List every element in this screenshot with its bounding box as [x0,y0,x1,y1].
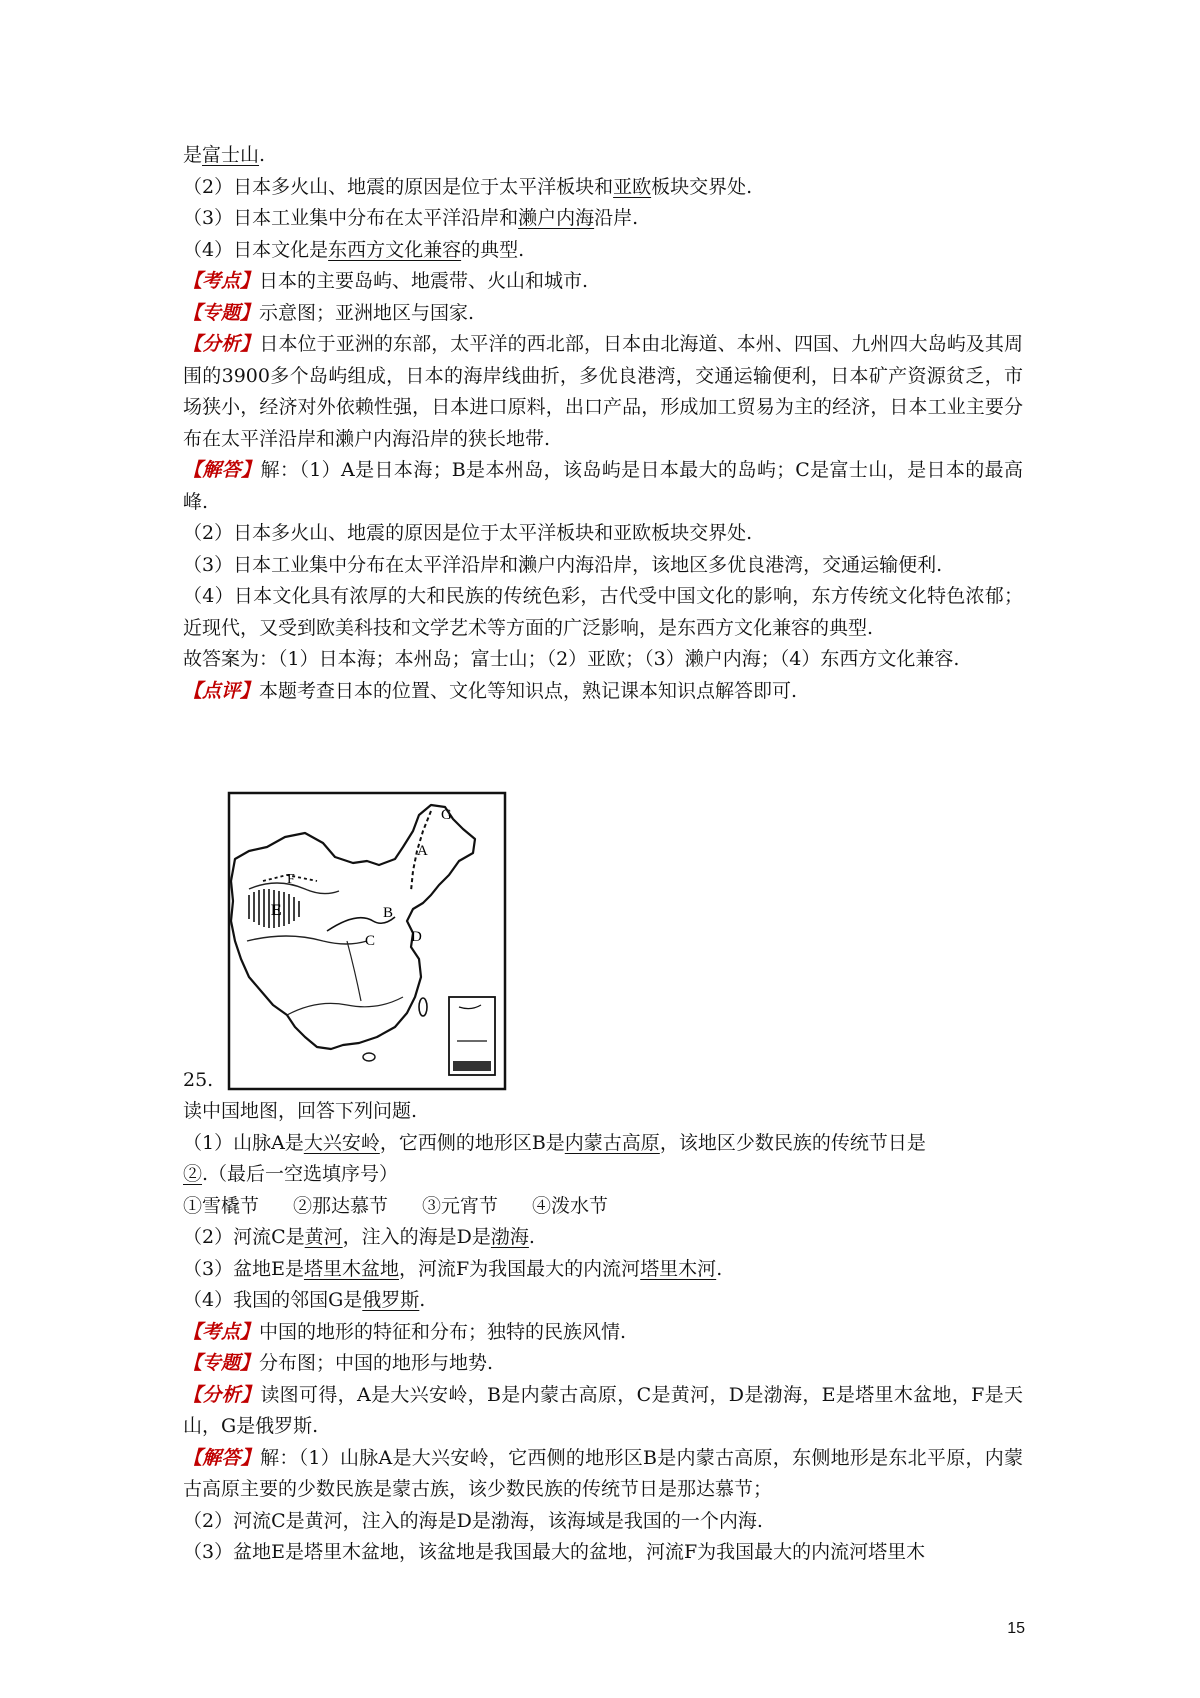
text-line: （4）日本文化是东西方文化兼容的典型. [183,238,525,261]
text-line: （3）盆地E是塔里木盆地，该盆地是我国最大的盆地，河流F为我国最大的内流河塔里木 [183,1541,926,1563]
answer-blank: 渤海 [490,1226,529,1248]
section-tag: 【分析】 [183,1383,261,1406]
jieda-section: 【解答】解：（1）A是日本海；B是本州岛，该岛屿是日本最大的岛屿；C是富士山，是日本的最高峰. [183,459,1023,513]
answer-blank: 塔里木盆地 [303,1257,399,1280]
map-label-e: E [271,902,282,919]
option-item: ④泼水节 [532,1194,609,1217]
section-tag: 【考点】 [183,1320,260,1343]
map-label-c: C [365,933,376,949]
text-line: （1）山脉A是大兴安岭，它西侧的地形区B是内蒙古高原，该地区少数民族的传统节日是 [183,1131,926,1154]
china-map-figure [227,791,507,1091]
fenxi-section: 【分析】读图可得，A是大兴安岭，B是内蒙古高原，C是黄河，D是渤海，E是塔里木盆地，F是天山，G是俄罗斯. [183,1383,1023,1437]
answer-blank: 濑户内海 [518,207,595,229]
kaodian-section: 【考点】中国的地形的特征和分布；独特的民族风情. [183,1320,627,1343]
page-content [183,140,1023,1569]
zhuanti-section: 【专题】示意图；亚洲地区与国家. [183,301,475,324]
option-item: ③元宵节 [422,1194,499,1217]
text-line: （2）日本多火山、地震的原因是位于太平洋板块和亚欧板块交界处. [183,522,753,544]
question-number: 25. [183,1068,214,1091]
answer-summary: 故答案为：（1）日本海；本州岛；富士山；（2）亚欧；（3）濑户内海；（4）东西方文化兼容. [183,648,960,670]
map-label-a: A [417,843,428,859]
text-line: ②.（最后一空选填序号） [183,1163,399,1185]
text-line: （3）盆地E是塔里木盆地，河流F为我国最大的内流河塔里木河. [183,1257,723,1280]
question-prompt: 读中国地图，回答下列问题. [183,1100,418,1122]
answer-blank: 黄河 [304,1226,343,1248]
text-line: （2）河流C是黄河，注入的海是D是渤海. [183,1226,535,1248]
text-line: 是富士山. [183,144,266,166]
section-tag: 【解答】 [183,1446,261,1469]
section-tag: 【专题】 [183,301,260,324]
answer-blank: 俄罗斯 [362,1289,420,1311]
text-line: （2）日本多火山、地震的原因是位于太平洋板块和亚欧板块交界处. [183,175,753,198]
map-label-f: F [287,872,295,887]
text-line: （4）我国的邻国G是俄罗斯. [183,1289,426,1311]
jieda-section: 【解答】解：（1）山脉A是大兴安岭，它西侧的地形区B是内蒙古高原，东侧地形是东北平原，内蒙古高原主要的少数民族是蒙古族，该少数民族的传统节日是那达慕节； [183,1446,1023,1500]
text-paragraph: （4）日本文化具有浓厚的大和民族的传统色彩，古代受中国文化的影响，东方传统文化特色浓郁；近现代，又受到欧美科技和文学艺术等方面的广泛影响，是东西方文化兼容的典型. [183,585,1023,639]
option-item: ②那达慕节 [293,1194,389,1217]
section-tag: 【分析】 [183,333,260,355]
page-number: 15 [1007,1620,1025,1637]
map-label-b: B [383,905,394,921]
section-tag: 【专题】 [183,1352,260,1374]
question-25-figure [183,791,1023,1096]
kaodian-section: 【考点】日本的主要岛屿、地震带、火山和城市. [183,270,589,292]
section-tag: 【解答】 [183,459,261,481]
fenxi-section: 【分析】日本位于亚洲的东部，太平洋的西北部，日本由北海道、本州、四国、九州四大岛屿及其周围的3900多个岛屿组成，日本的海岸线曲折，多优良港湾，交通运输便利，日本矿产资源贫乏，市场狭小，经济对外依赖性强，日本进口原料，出口产品，形成加工贸易为主的经济，日本工业主要分布在太平洋沿岸和濑户内海沿岸的狭长地带. [183,333,1023,450]
dianping-section: 【点评】本题考查日本的位置、文化等知识点，熟记课本知识点解答即可. [183,679,798,702]
answer-blank: 富士山 [202,144,260,166]
section-tag: 【考点】 [183,270,260,292]
zhuanti-section: 【专题】分布图；中国的地形与地势. [183,1352,494,1374]
map-label-d: D [411,929,422,945]
text-line: （3）日本工业集中分布在太平洋沿岸和濑户内海沿岸，该地区多优良港湾，交通运输便利. [183,553,943,576]
text-line: （2）河流C是黄河，注入的海是D是渤海，该海域是我国的一个内海. [183,1509,763,1532]
option-item: ①雪橇节 [183,1194,260,1217]
answer-blank: 塔里木河 [640,1257,717,1280]
section-tag: 【点评】 [183,679,260,702]
answer-blank: 大兴安岭 [303,1131,380,1154]
answer-blank: ② [183,1163,203,1185]
answer-blank: 东西方文化兼容 [328,238,462,261]
map-label-g: G [441,807,452,823]
answer-blank: 内蒙古高原 [564,1131,660,1154]
answer-blank: 亚欧 [613,175,652,198]
text-line: （3）日本工业集中分布在太平洋沿岸和濑户内海沿岸. [183,207,639,229]
option-list [183,1191,1023,1223]
